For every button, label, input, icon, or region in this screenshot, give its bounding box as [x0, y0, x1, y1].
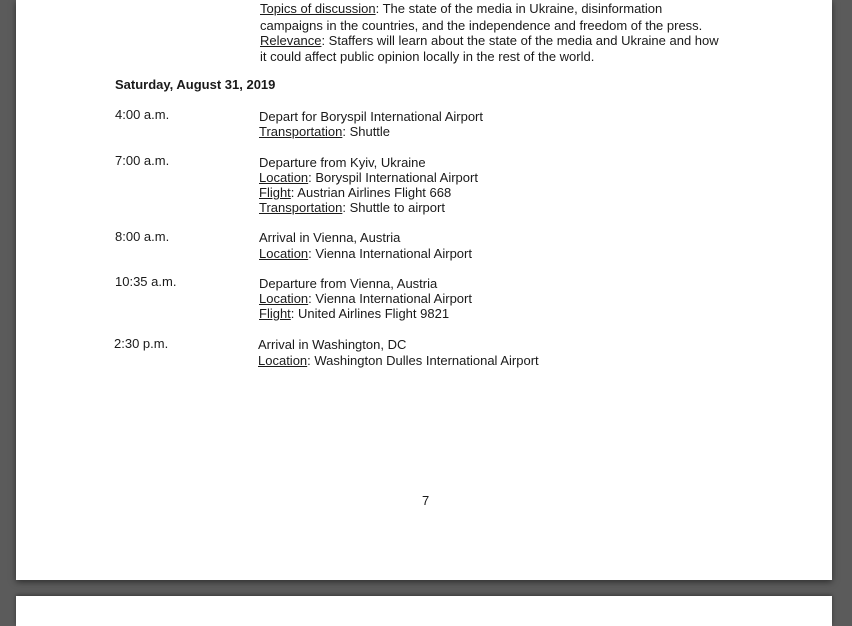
entry-detail: [259, 170, 478, 185]
entry-detail: [259, 291, 472, 306]
document-page: [16, 0, 832, 580]
relevance-line-2: it could affect public opinion locally in the rest of the world.: [260, 49, 595, 64]
entry-title: Arrival in Vienna, Austria: [259, 230, 401, 245]
entry-detail: [259, 246, 472, 261]
entry-detail: [259, 124, 390, 139]
entry-title: Departure from Vienna, Austria: [259, 276, 438, 291]
entry-title: Depart for Boryspil International Airport: [259, 109, 483, 124]
entry-detail: [258, 353, 539, 368]
day-heading: Saturday, August 31, 2019: [115, 77, 276, 92]
entry-detail: [259, 200, 445, 215]
entry-title: Departure from Kyiv, Ukraine: [259, 155, 426, 170]
detail-label: Location: [259, 246, 309, 261]
detail-value: : Shuttle: [342, 124, 391, 139]
detail-label: Flight: [259, 306, 291, 321]
detail-label: Location: [259, 291, 309, 306]
detail-label: Location: [259, 170, 309, 185]
entry-time: 10:35 a.m.: [115, 274, 177, 289]
entry-time: 4:00 a.m.: [115, 107, 170, 122]
topics-label: Topics of discussion: [260, 1, 376, 16]
next-page-edge: [16, 596, 832, 626]
detail-value: : Boryspil International Airport: [308, 170, 478, 185]
entry-time: 2:30 p.m.: [114, 336, 169, 351]
detail-value: : Vienna International Airport: [308, 291, 472, 306]
detail-value: : Austrian Airlines Flight 668: [290, 185, 452, 200]
detail-label: Transportation: [259, 200, 343, 215]
relevance-text: : Staffers will learn about the state of the media and Ukraine and how: [321, 33, 719, 48]
topics-line-2: campaigns in the countries, and the independence and freedom of the press.: [260, 18, 703, 33]
entry-detail: [259, 306, 449, 321]
detail-label: Location: [258, 353, 308, 368]
detail-value: : Vienna International Airport: [308, 246, 472, 261]
detail-value: : United Airlines Flight 9821: [290, 306, 450, 321]
detail-label: Transportation: [259, 124, 343, 139]
topics-text: : The state of the media in Ukraine, disinformation: [375, 1, 663, 16]
topics-line-1: [260, 1, 662, 16]
entry-time: 7:00 a.m.: [115, 153, 170, 168]
detail-value: : Washington Dulles International Airport: [307, 353, 539, 368]
entry-time: 8:00 a.m.: [115, 229, 170, 244]
entry-title: Arrival in Washington, DC: [258, 337, 407, 352]
entry-detail: [259, 185, 451, 200]
detail-value: : Shuttle to airport: [342, 200, 445, 215]
page-number: 7: [422, 493, 430, 508]
detail-label: Flight: [259, 185, 291, 200]
relevance-line-1: [260, 33, 719, 48]
relevance-label: Relevance: [260, 33, 322, 48]
